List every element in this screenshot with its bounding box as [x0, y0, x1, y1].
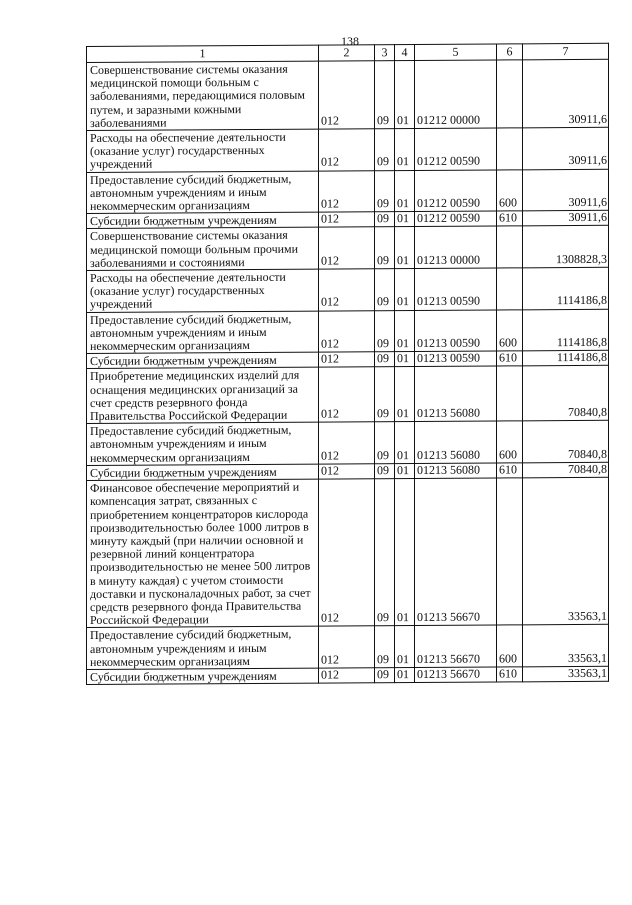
column-header: 1 — [87, 45, 319, 62]
expense-type-code — [497, 60, 523, 128]
ministry-code: 012 — [319, 212, 375, 228]
ministry-code: 012 — [319, 129, 375, 171]
item-name: Предоставление субсидий бюджетным, автономным учреждениям и иным некоммерческим организациям — [87, 311, 319, 354]
item-name: Расходы на обеспечение деятельности (оказание услуг) государственных учреждений — [87, 129, 319, 172]
amount: 33563,1 — [523, 625, 609, 667]
target-article-code: 01212 00590 — [415, 128, 497, 170]
expense-type-code: 600 — [497, 309, 523, 351]
target-article-code: 01213 56080 — [415, 366, 497, 421]
table-row — [87, 59, 609, 130]
item-name: Предоставление субсидий бюджетным, автономным учреждениям и иным некоммерческим организациям — [87, 171, 319, 214]
expense-type-code: 600 — [497, 625, 523, 667]
item-name: Финансовое обеспечение мероприятий и компенсация затрат, связанных с приобретением концентраторов кислорода производительностью более 1000 литров в минуту каждый (при наличии основной и резервной линий концентратора производительностью не менее 500 литров в минуту каждая) с учетом стоимости доставки и пусконаладочных работ, за счет средств резервного фонда Правительства Российской Федерации — [87, 479, 319, 628]
amount: 30911,6 — [523, 169, 609, 211]
ministry-code: 012 — [319, 422, 375, 464]
column-header: 7 — [523, 43, 609, 60]
ministry-code: 012 — [319, 352, 375, 368]
amount: 30911,6 — [523, 59, 609, 128]
ministry-code: 012 — [319, 310, 375, 352]
table-row — [87, 267, 609, 312]
ministry-code: 012 — [319, 626, 375, 668]
budget-table — [86, 43, 609, 685]
table-row — [87, 309, 609, 354]
column-header: 3 — [375, 45, 395, 61]
amount: 1308828,3 — [523, 226, 609, 268]
section-code: 09 — [375, 367, 395, 422]
ministry-code: 012 — [319, 269, 375, 311]
expense-type-code — [497, 478, 523, 625]
subsection-code: 01 — [395, 310, 415, 352]
item-name: Субсидии бюджетным учреждениям — [87, 212, 319, 229]
item-name: Предоставление субсидий бюджетным, автономным учреждениям и иным некоммерческим организациям — [87, 626, 319, 669]
target-article-code: 01213 56080 — [415, 421, 497, 463]
expense-type-code: 600 — [497, 421, 523, 463]
table-row — [87, 366, 609, 424]
target-article-code: 01213 56080 — [415, 463, 497, 479]
ministry-code: 012 — [319, 668, 375, 684]
target-article-code: 01213 00590 — [415, 310, 497, 352]
amount: 1114186,8 — [523, 309, 609, 351]
ministry-code: 012 — [319, 367, 375, 422]
amount: 30911,6 — [523, 211, 609, 227]
ministry-code: 012 — [319, 170, 375, 212]
section-code: 09 — [375, 352, 395, 367]
column-header: 6 — [497, 44, 523, 60]
amount: 70840,8 — [523, 366, 609, 421]
column-header: 2 — [319, 45, 375, 61]
amount: 70840,8 — [523, 462, 609, 478]
expense-type-code — [497, 268, 523, 310]
target-article-code: 01212 00590 — [415, 211, 497, 227]
expense-type-code: 610 — [497, 351, 523, 366]
section-code: 09 — [375, 464, 395, 479]
target-article-code: 01212 00590 — [415, 170, 497, 212]
expense-type-code: 610 — [497, 211, 523, 226]
subsection-code: 01 — [395, 422, 415, 464]
ministry-code: 012 — [319, 227, 375, 269]
table-row — [87, 226, 609, 271]
subsection-code: 01 — [395, 170, 415, 212]
subsection-code: 01 — [395, 212, 415, 227]
expense-type-code — [497, 366, 523, 421]
subsection-code: 01 — [395, 367, 415, 422]
expense-type-code — [497, 226, 523, 268]
target-article-code: 01212 00000 — [415, 60, 497, 129]
section-code: 09 — [375, 626, 395, 668]
section-code: 09 — [375, 668, 395, 683]
column-header: 5 — [415, 44, 497, 61]
amount: 1114186,8 — [523, 267, 609, 309]
table-row — [87, 477, 609, 627]
subsection-code: 01 — [395, 352, 415, 367]
subsection-code: 01 — [395, 129, 415, 171]
amount: 33563,1 — [523, 477, 609, 625]
item-name: Расходы на обеспечение деятельности (оказание услуг) государственных учреждений — [87, 269, 319, 312]
item-name: Совершенствование системы оказания медицинской помощи больным прочими заболеваниями и состояниями — [87, 228, 319, 271]
ministry-code: 012 — [319, 61, 375, 129]
column-header: 4 — [395, 44, 415, 60]
page-number: 138 — [341, 34, 359, 48]
target-article-code: 01213 00590 — [415, 268, 497, 310]
table-row — [87, 169, 609, 214]
section-code: 09 — [375, 61, 395, 129]
item-name: Субсидии бюджетным учреждениям — [87, 464, 319, 481]
section-code: 09 — [375, 170, 395, 212]
target-article-code: 01213 00590 — [415, 351, 497, 367]
target-article-code: 01213 56670 — [415, 478, 497, 626]
subsection-code: 01 — [395, 463, 415, 478]
item-name: Субсидии бюджетным учреждениям — [87, 352, 319, 369]
item-name: Предоставление субсидий бюджетным, автономным учреждениям и иным некоммерческим организациям — [87, 422, 319, 465]
subsection-code: 01 — [395, 60, 415, 128]
amount: 70840,8 — [523, 421, 609, 463]
expense-type-code: 600 — [497, 169, 523, 211]
item-name: Приобретение медицинских изделий для оснащения медицинских организаций за счет средств резервного фонда Правительства Российской Федерации — [87, 368, 319, 424]
expense-type-code: 610 — [497, 667, 523, 682]
table-row — [87, 625, 609, 670]
amount: 30911,6 — [523, 127, 609, 169]
section-code: 09 — [375, 310, 395, 352]
section-code: 09 — [375, 422, 395, 464]
table-row — [87, 421, 609, 466]
table-row — [87, 127, 609, 172]
expense-type-code — [497, 128, 523, 170]
item-name: Субсидии бюджетным учреждениям — [87, 668, 319, 685]
subsection-code: 01 — [395, 667, 415, 682]
target-article-code: 01213 00000 — [415, 226, 497, 268]
section-code: 09 — [375, 212, 395, 227]
ministry-code: 012 — [319, 479, 375, 627]
subsection-code: 01 — [395, 626, 415, 668]
section-code: 09 — [375, 129, 395, 171]
section-code: 09 — [375, 479, 395, 626]
subsection-code: 01 — [395, 227, 415, 269]
amount: 33563,1 — [523, 666, 609, 682]
target-article-code: 01213 56670 — [415, 625, 497, 667]
table-row — [87, 666, 609, 684]
ministry-code: 012 — [319, 464, 375, 480]
subsection-code: 01 — [395, 479, 415, 626]
target-article-code: 01213 56670 — [415, 667, 497, 683]
section-code: 09 — [375, 227, 395, 269]
amount: 1114186,8 — [523, 351, 609, 367]
section-code: 09 — [375, 269, 395, 311]
subsection-code: 01 — [395, 269, 415, 311]
item-name: Совершенствование системы оказания медицинской помощи больным с заболеваниями, передающимися половым путем, и заразными кожными заболеваниями — [87, 61, 319, 130]
expense-type-code: 610 — [497, 463, 523, 478]
budget-table-wrapper — [86, 43, 608, 685]
